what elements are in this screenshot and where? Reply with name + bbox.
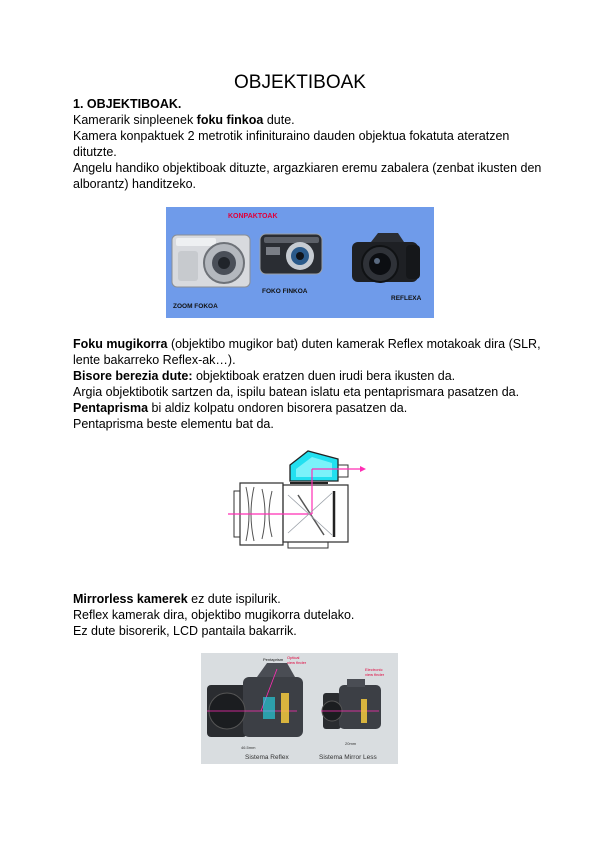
section-mirrorless xyxy=(73,591,543,639)
svg-text:view finder: view finder xyxy=(287,660,307,665)
fixed-focus-camera xyxy=(260,234,322,274)
paragraph-argia: Argia objektibotik sartzen da, ispilu batean islatu eta pentaprismara pasatzen da. xyxy=(73,385,520,399)
paragraph-foku-mugikorra: Foku mugikorra (objektibo mugikor bat) duten kamerak Reflex motakoak dira (SLR, lente bakarreko Reflex-ak…). xyxy=(73,337,541,367)
label-reflexa: REFLEXA xyxy=(391,295,422,302)
paragraph-angelu-handiko: Angelu handiko objektiboak dituzte, argazkiaren eremu zabalera (zenbat ikusten den alborantz) handitzeko. xyxy=(73,161,542,191)
eyepiece xyxy=(338,465,348,477)
paragraph-reflex-kamerak: Reflex kamerak dira, objektibo mugikorra dutelako. xyxy=(73,608,355,622)
svg-text:46.5mm: 46.5mm xyxy=(241,745,256,750)
caption-sistema-reflex: Sistema Reflex xyxy=(245,754,289,761)
section-objektiboak xyxy=(73,96,543,192)
reflex-vs-mirrorless-figure xyxy=(201,653,398,764)
label-zoom-fokoa: ZOOM FOKOA xyxy=(173,303,218,310)
mirror xyxy=(298,495,324,535)
label-foko-finkoa: FOKO FINKOA xyxy=(262,288,308,295)
paragraph-pentaprisma: Pentaprisma bi aldiz kolpatu ondoren bisorera pasatzen da. xyxy=(73,401,408,415)
paragraph-konpaktuak: Kamera konpaktuek 2 metrotik infinituraino dauden objektua fokatuta ateratzen ditutzte. xyxy=(73,129,510,159)
section-foku-mugikorra xyxy=(73,336,543,432)
paragraph-bisore-berezia: Bisore berezia dute: objektiboak eratzen duen irudi bera ikusten da. xyxy=(73,369,456,383)
label-pentaprism: Pentaprism xyxy=(263,657,284,662)
svg-text:Electronic: Electronic xyxy=(365,667,383,672)
silver-compact-camera xyxy=(172,235,250,287)
paragraph-mirrorless: Mirrorless kamerek ez dute ispilurik. xyxy=(73,592,281,606)
paragraph-foku-finkoa: Kamerarik sinpleenek foku finkoa dute. xyxy=(73,113,295,127)
paragraph-pentaprisma-elementua: Pentaprisma beste elementu bat da. xyxy=(73,417,274,431)
svg-text:Optical: Optical xyxy=(287,655,300,660)
compact-cameras-figure xyxy=(166,207,434,318)
svg-text:20mm: 20mm xyxy=(345,741,357,746)
paragraph-lcd-pantaila: Ez dute bisorerik, LCD pantaila bakarrik. xyxy=(73,624,297,638)
svg-text:view finder: view finder xyxy=(365,672,385,677)
section-heading: 1. OBJEKTIBOAK. xyxy=(73,97,182,111)
label-konpaktoak: KONPAKTOAK xyxy=(228,213,278,220)
slr-cross-section-diagram xyxy=(228,447,372,555)
page-title: OBJEKTIBOAK xyxy=(234,72,366,93)
caption-sistema-mirrorless: Sistema Mirror Less xyxy=(319,754,377,761)
